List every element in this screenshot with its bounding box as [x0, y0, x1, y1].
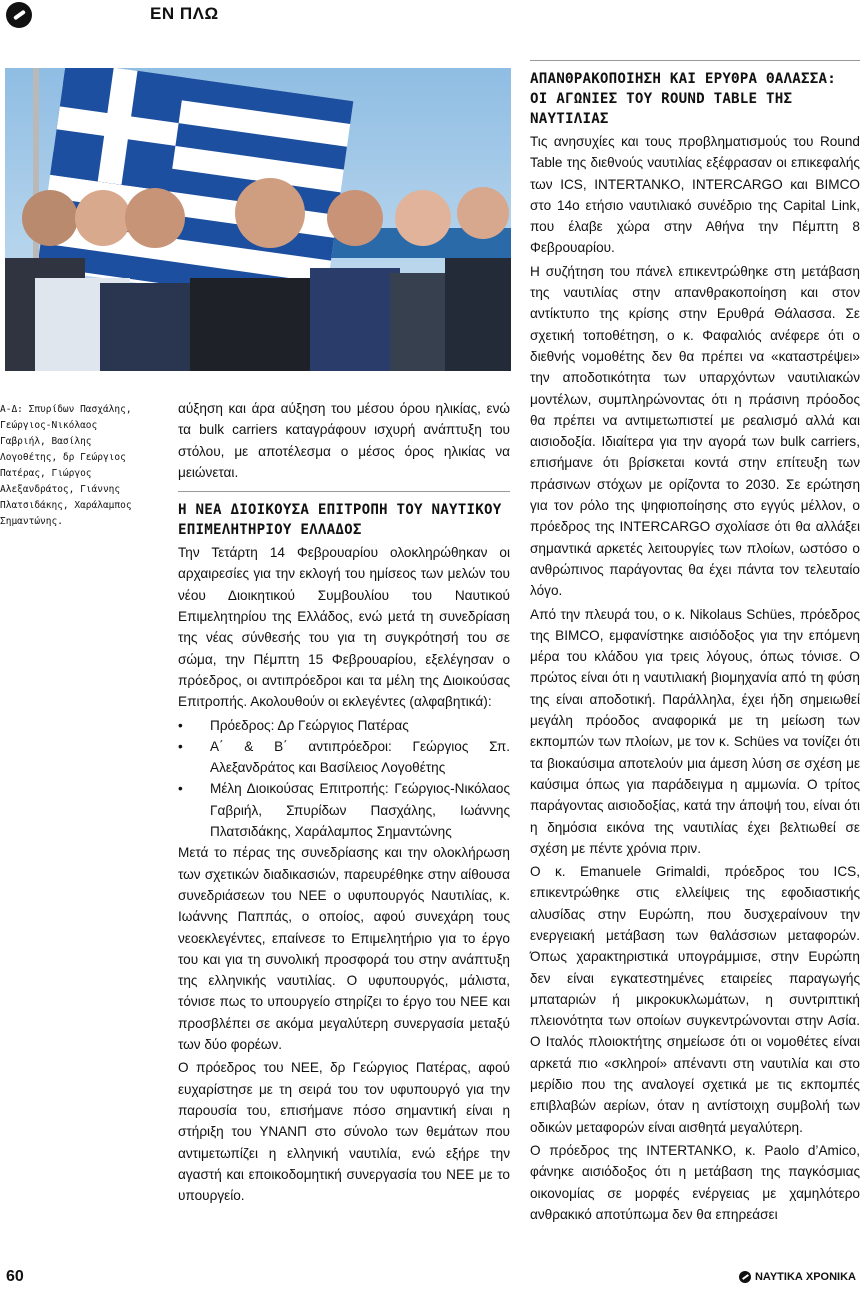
list-item: • Μέλη Διοικούσας Επιτροπής: Γεώργιος-Νικόλαος Γαβριήλ, Σπυρίδων Πασχάλης, Ιωάννης Πλατσιδάκης, Χαράλαμπος Σημαντώνης [178, 778, 510, 842]
middle-paragraph-3: Ο πρόεδρος του ΝΕΕ, δρ Γεώργιος Πατέρας, αφού ευχαρίστησε με τη σειρά του τον υφυπουργό για την παρουσία του, επισήμανε πόσο σημαντική είναι η στήριξη του ΥΝΑΝΠ στο σύνολο των θεμάτων που αντιμετωπίζει η ελληνική ναυτιλία, ενώ εξήρε την αγαστή και εποικοδομητική συνεργασία του ΝΕΕ με το υπουργείο. [178, 1060, 510, 1204]
middle-column [178, 398, 510, 1208]
divider [178, 491, 510, 492]
right-heading: ΑΠΑΝΘΡΑΚΟΠΟΙΗΣΗ ΚΑΙ ΕΡΥΘΡΑ ΘΑΛΑΣΣΑ: ΟΙ ΑΓΩΝΙΕΣ ΤΟΥ ROUND TABLE ΤΗΣ ΝΑΥΤΙΛΙΑΣ [530, 71, 836, 127]
photo-caption: Α-Δ: Σπυρίδων Πασχάλης, Γεώργιος-Νικόλαος Γαβριήλ, Βασίλης Λογοθέτης, δρ Γεώργιος Πατέρας, Γιώργος Αλεξανδράτος, Γιάννης Πλατσιδάκης, Χαράλαμπος Σημαντώνης. [0, 404, 132, 527]
magazine-logo-icon [6, 2, 32, 28]
middle-intro-paragraph: αύξηση και άρα αύξηση του μέσου όρου ηλικίας, ενώ τα bulk carriers καταγράφουν ισχυρή ανάπτυξη του στόλου, με αποτέλεσμα ο μέσος όρος ηλικίας να μειώνεται. [178, 401, 510, 480]
divider [530, 60, 860, 61]
right-column [530, 60, 860, 1227]
elected-list [178, 715, 510, 843]
right-paragraph-4: Ο κ. Emanuele Grimaldi, πρόεδρος του ICS, επικεντρώθηκε στις ελλείψεις της εφοδιαστικής αλυσίδας στην Ευρώπη, που δυσχεραίνουν την ενεργειακή μετάβαση των θαλάσσιων μεταφορών. Όπως χαρακτηριστικά υπογράμμισε, στην Ευρώπη δεν είναι εγκατεστημένες εταιρείες παραγωγής μπαταριών ή μικροκυκλωμάτων, η συντριπτική πλειονότητα των οποίων συγκεντρώνονται στην Ασία. Ο Ιταλός πλοιοκτήτης σημείωσε ότι οι νομοθέτες είναι αρκετά πιο «σκληροί» απέναντι στη ναυτιλία και στο μερίδιο που της αναλογεί σχετικά με τις εκπομπές επιβλαβών αερίων, όταν η αντίστοιχη συμβολή των οδικών μεταφορών είναι αισθητά μεγαλύτερη. [530, 864, 860, 1135]
list-item: • Πρόεδρος: Δρ Γεώργιος Πατέρας [178, 715, 510, 736]
brand-name: ΝΑΥΤΙΚΑ ΧΡΟΝΙΚΑ [754, 1271, 856, 1283]
list-item: • Α΄ & Β΄ αντιπρόεδροι: Γεώργιος Σπ. Αλεξανδράτος και Βασίλειος Λογοθέτης [178, 736, 510, 779]
right-paragraph-5: Ο πρόεδρος της INTERTANKO, κ. Paolo d’Amico, φάνηκε αισιόδοξος ότι η μετάβαση της παγκόσμιας οικονομίας σε μορφές ενέργειας με χαμηλότερο ανθρακικό αποτύπωμα δεν θα επηρεάσει [530, 1142, 860, 1222]
section-title: ΕΝ ΠΛΩ [150, 4, 219, 23]
brand-logo-icon [739, 1271, 751, 1283]
right-paragraph-3: Από την πλευρά του, ο κ. Nikolaus Schües, πρόεδρος της BIMCO, εμφανίστηκε αισιόδοξος για την επόμενη μέρα του κλάδου για τρεις λόγους, όπως τόνισε. Ο πρώτος είναι ότι η ναυτιλιακή βιομηχανία από τη φύση της είναι αποδοτική. Παράλληλα, έχει ήδη σημειωθεί μεγάλη πρόοδος αναφορικά με τη μείωση των εκπομπών των πλοίων, με τον κ. Schües να τονίζει ότι τα βιοκαύσιμα αποτελούν μια άμεση λύση σε σχέση με καύσιμα όπως για παράδειγμα η αμμωνία. Ο τρίτος παράγοντας αισιοδοξίας, κατά την άποψή του, είναι ότι η δημόσια εικόνα της ναυτιλίας έχει βελτιωθεί σε σχέση με πέντε χρόνια πριν. [530, 606, 860, 856]
middle-paragraph-2: Μετά το πέρας της συνεδρίασης και την ολοκλήρωση των σχετικών διαδικασιών, παρευρέθηκε στην αίθουσα συνεδριάσεων του ΝΕΕ ο υφυπουργός Ναυτιλίας, κ. Ιωάννης Παππάς, ο οποίος, αφού συνεχάρη τους νεοεκλεγέντες, επαίνεσε το Επιμελητήριο για το έργο του και για τη συνολική προσφορά του στην ανάπτυξη της ελληνικής ναυτιλίας. Ο υφυπουργός, μάλιστα, τόνισε πως το υπουργείο στηρίζει το έργο του ΝΕΕ και προσβλέπει σε ακόμα μεγαλύτερη συνεργασία μεταξύ των δύο φορέων. [178, 845, 510, 1053]
middle-paragraph-1: Την Τετάρτη 14 Φεβρουαρίου ολοκληρώθηκαν οι αρχαιρεσίες για την εκλογή του ημίσεος των μελών του νέου Διοικητικού Συμβουλίου του Ναυτικού Επιμελητηρίου της Ελλάδος, ενώ μετά τη συνεδρίαση της νέας σύνθεσής του για τη συγκρότησή του σε σώμα, την Πέμπτη 15 Φεβρουαρίου, εξελέγησαν ο πρόεδρος, οι αντιπρόεδροι και τα μέλη της Διοικούσας Επιτροπής. Ακολουθούν οι εκλεγέντες (αλφαβητικά): [178, 545, 510, 710]
brand-footer [739, 1271, 856, 1283]
group-photo-illustration [5, 68, 511, 371]
group-photo [5, 68, 511, 371]
right-paragraph-1: Τις ανησυχίες και τους προβληματισμούς του Round Table της διεθνούς ναυτιλίας εξέφρασαν οι επικεφαλής των ICS, INTERTANKO, INTERCARGO και BIMCO στο 14ο ετήσιο ναυτιλιακό συνέδριο της Capital Link, που έλαβε χώρα στην Αθήνα την Πέμπτη 8 Φεβρουαρίου. [530, 134, 860, 256]
middle-heading: Η ΝΕΑ ΔΙΟΙΚΟΥΣΑ ΕΠΙΤΡΟΠΗ ΤΟΥ ΝΑΥΤΙΚΟΥ ΕΠΙΜΕΛΗΤΗΡΙΟΥ ΕΛΛΑΔΟΣ [178, 502, 502, 539]
right-paragraph-2: Η συζήτηση του πάνελ επικεντρώθηκε στη μετάβαση της ναυτιλίας στην απανθρακοποίηση και στον αντίκτυπο της κρίσης στην Ερυθρά Θάλασσα. Σε σχετική τοποθέτηση, ο κ. Φαφαλιός ανέφερε ότι ο διεθνής νομοθέτης δεν θα πρέπει να «καταστρέψει» την αποδοτικότητα των υπαρχόντων ναυτιλιακών μοντέλων, συμπληρώνοντας ότι η πράσινη πρόοδος θα πρέπει να αντιμετωπιστεί με ρεαλισμό αλλά και αισιοδοξία. Ιδιαίτερα για την αγορά των bulk carriers, επισήμανε ότι βρίσκεται κοντά στην επίτευξη των πράσινων στόχων με ορίζοντα το 2030. Σε ερώτηση για τον ρόλο της ψηφιοποίησης στο εγγύς μέλλον, ο πρόεδρος της INTERCARGO σχολίασε ότι θα αλλάξει σημαντικά αρκετές λειτουργίες των πλοίων, ωστόσο ο ανθρώπινος παράγοντας θα έχει πάντα τον τελευταίο λόγο. [530, 263, 860, 599]
page-number: 60 [6, 1268, 24, 1285]
